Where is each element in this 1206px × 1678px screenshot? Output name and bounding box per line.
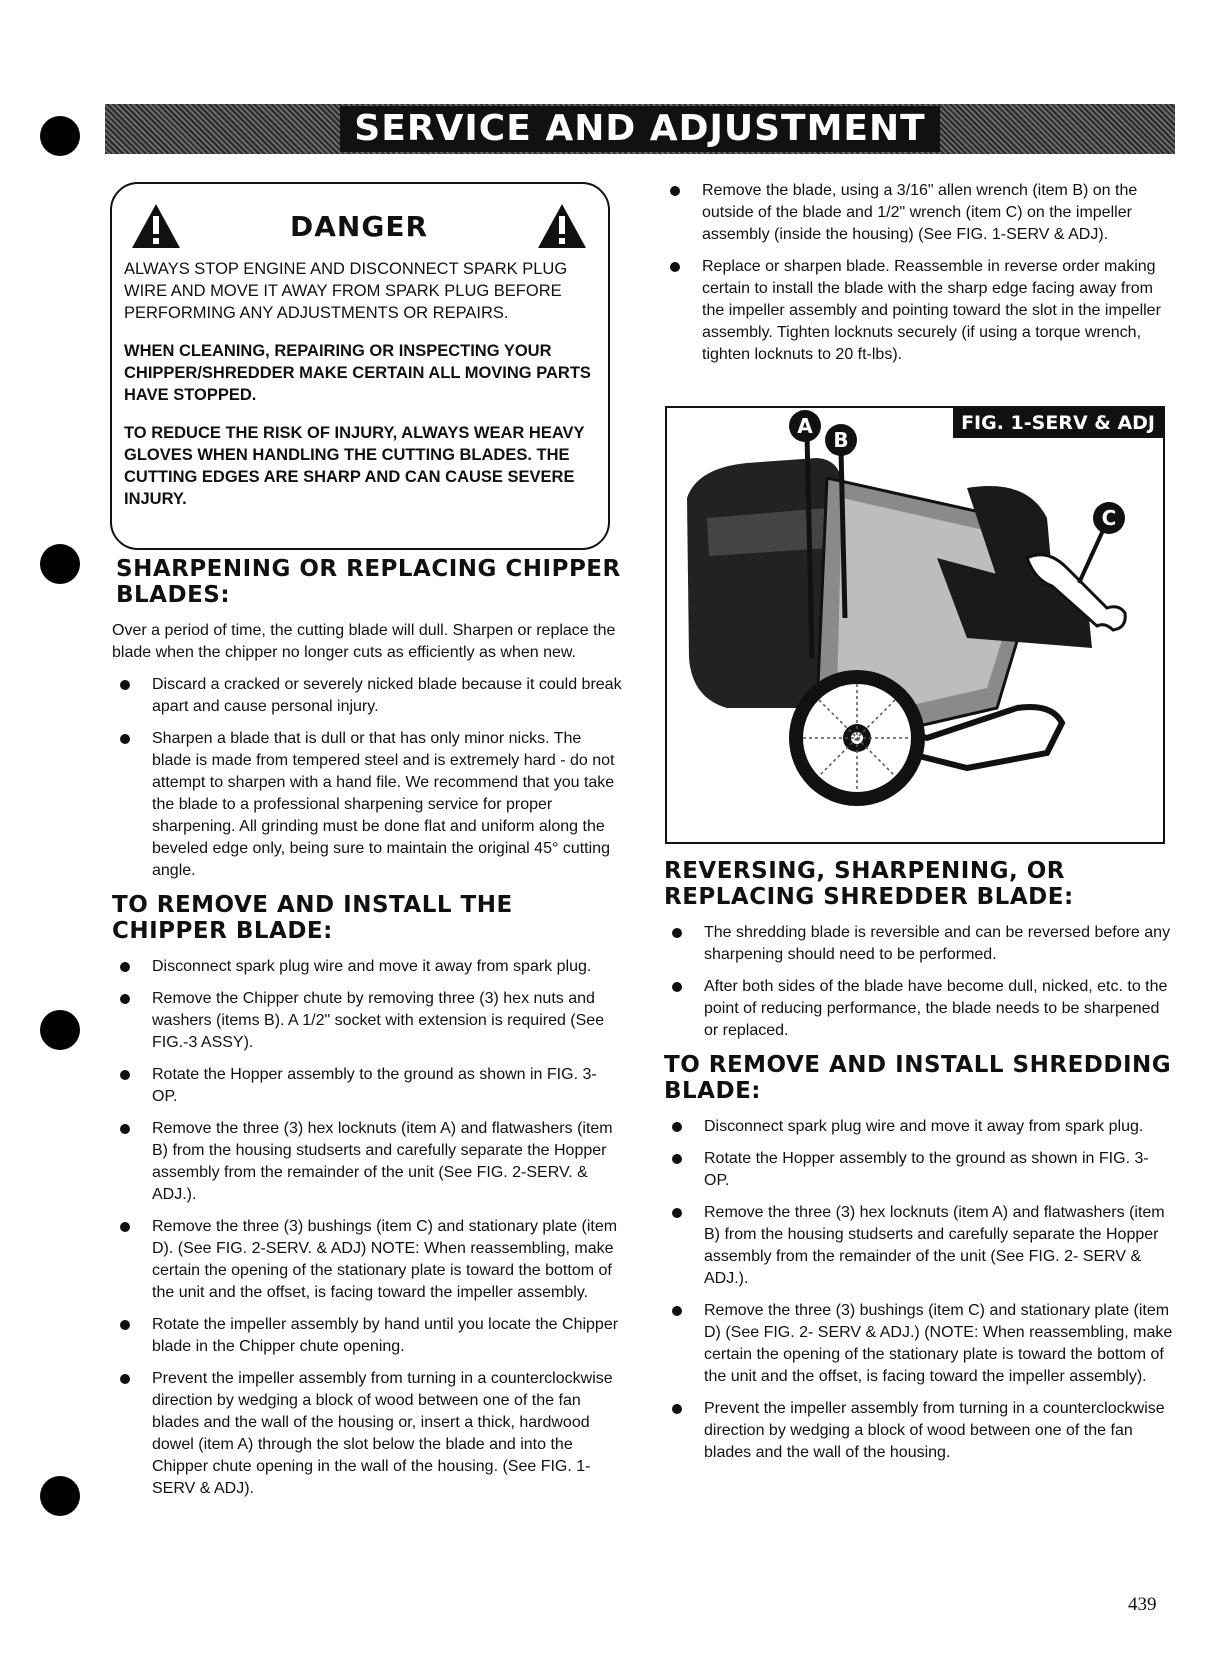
list-item: Rotate the impeller assembly by hand until you locate the Chipper blade in the Chipper chute opening.: [112, 1314, 622, 1358]
warning-triangle-icon: [536, 202, 588, 250]
danger-text: WHEN CLEANING, REPAIRING OR INSPECTING YOUR CHIPPER/SHREDDER MAKE CERTAIN ALL MOVING PARTS HAVE STOPPED.: [124, 342, 591, 404]
right-column-top: [662, 180, 1172, 376]
list-item: Discard a cracked or severely nicked blade because it could break apart and cause personal injury.: [112, 674, 622, 718]
danger-title: DANGER: [289, 209, 428, 243]
right-column-bottom: [664, 858, 1174, 1474]
callout-a: A: [797, 414, 813, 438]
list-item: Rotate the Hopper assembly to the ground as shown in FIG. 3-OP.: [112, 1064, 622, 1108]
list-item: Replace or sharpen blade. Reassemble in reverse order making certain to install the blade with the sharp edge facing away from the impeller assembly and pointing toward the slot in the impeller assembly. Tighten locknuts securely (if using a torque wrench, tighten locknuts to 20 ft-lbs).: [662, 256, 1172, 366]
list-item: Remove the three (3) hex locknuts (item A) and flatwashers (item B) from the housing studserts and carefully separate the Hopper assembly from the remainder of the unit (See FIG. 2-SERV. & ADJ.).: [112, 1118, 622, 1206]
bullet-list: [112, 956, 622, 1500]
list-item: Remove the three (3) bushings (item C) and stationary plate (item D). (See FIG. 2-SERV. & ADJ) NOTE: When reassembling, make certain the opening of the stationary plate is toward the bottom of the unit and the offset, is facing toward the impeller assembly.: [112, 1216, 622, 1304]
heading-remove-chipper-blade: TO REMOVE AND INSTALL THE CHIPPER BLADE:: [112, 892, 513, 944]
callout-b: B: [833, 428, 849, 452]
bullet-list: [662, 180, 1172, 366]
heading-shredder-blade: REVERSING, SHARPENING, OR REPLACING SHREDDER BLADE:: [664, 858, 1074, 910]
banner-title: SERVICE AND ADJUSTMENT: [340, 106, 939, 152]
list-item: Remove the blade, using a 3/16" allen wrench (item B) on the outside of the blade and 1/2" wrench (item C) on the impeller assembly (inside the housing) (See FIG. 1-SERV & ADJ).: [662, 180, 1172, 246]
left-column: [112, 556, 622, 1510]
binder-hole: [40, 1476, 80, 1516]
danger-box: [110, 182, 610, 550]
list-item: Disconnect spark plug wire and move it away from spark plug.: [112, 956, 622, 978]
section-banner: [105, 104, 1175, 154]
binder-hole: [40, 1010, 80, 1050]
list-item: Disconnect spark plug wire and move it away from spark plug.: [664, 1116, 1174, 1138]
intro-paragraph: Over a period of time, the cutting blade will dull. Sharpen or replace the blade when the chipper no longer cuts as efficiently as when new.: [112, 622, 616, 661]
chipper-shredder-illustration: [667, 408, 1163, 842]
danger-text: TO REDUCE THE RISK OF INJURY, ALWAYS WEAR HEAVY GLOVES WHEN HANDLING THE CUTTING BLADES. THE CUTTING EDGES ARE SHARP AND CAN CAUSE SEVERE INJURY.: [124, 424, 585, 508]
heading-sharpening-chipper: SHARPENING OR REPLACING CHIPPER BLADES:: [116, 556, 621, 608]
list-item: Remove the Chipper chute by removing three (3) hex nuts and washers (items B). A 1/2" socket with extension is required (See FIG.-3 ASSY).: [112, 988, 622, 1054]
list-item: After both sides of the blade have become dull, nicked, etc. to the point of reducing performance, the blade needs to be sharpened or replaced.: [664, 976, 1174, 1042]
list-item: The shredding blade is reversible and can be reversed before any sharpening should need to be performed.: [664, 922, 1174, 966]
figure-label: FIG. 1-SERV & ADJ: [953, 408, 1163, 438]
binder-hole: [40, 116, 80, 156]
warning-triangle-icon: [130, 202, 182, 250]
figure-chipper-blade: [665, 406, 1165, 844]
list-item: Prevent the impeller assembly from turning in a counterclockwise direction by wedging a block of wood between one of the fan blades and the wall of the housing.: [664, 1398, 1174, 1464]
bullet-list: [112, 674, 622, 882]
page-number: 439: [1128, 1594, 1157, 1615]
heading-remove-shredding-blade: TO REMOVE AND INSTALL SHREDDING BLADE:: [664, 1052, 1172, 1104]
list-item: Prevent the impeller assembly from turning in a counterclockwise direction by wedging a block of wood between one of the fan blades and the wall of the housing or, insert a thick, hardwood dowel (item A) through the slot below the blade and into the Chipper chute opening in the wall of the housing. (See FIG. 1-SERV & ADJ).: [112, 1368, 622, 1500]
bullet-list: [664, 922, 1174, 1042]
list-item: Remove the three (3) bushings (item C) and stationary plate (item D) (See FIG. 2- SERV & ADJ.) (NOTE: When reassembling, make certain the opening of the stationary plate is toward the bottom of the unit and the offset, is facing toward the impeller assembly).: [664, 1300, 1174, 1388]
bullet-list: [664, 1116, 1174, 1464]
list-item: Sharpen a blade that is dull or that has only minor nicks. The blade is made from tempered steel and is extremely hard - do not attempt to sharpen with a hand file. We recommend that you take the blade to a professional sharpening service for proper sharpening. All grinding must be done flat and uniform along the beveled edge only, being sure to maintain the original 45° cutting angle.: [112, 728, 622, 882]
callout-c: C: [1101, 506, 1117, 530]
danger-header: [124, 198, 594, 254]
list-item: Remove the three (3) hex locknuts (item A) and flatwashers (item B) from the housing studserts and carefully separate the Hopper assembly from the remainder of the unit (See FIG. 2- SERV & ADJ.).: [664, 1202, 1174, 1290]
binder-hole: [40, 544, 80, 584]
danger-text: ALWAYS STOP ENGINE AND DISCONNECT SPARK PLUG WIRE AND MOVE IT AWAY FROM SPARK PLUG BEFORE PERFORMING ANY ADJUSTMENTS OR REPAIRS.: [124, 260, 568, 322]
list-item: Rotate the Hopper assembly to the ground as shown in FIG. 3-OP.: [664, 1148, 1174, 1192]
